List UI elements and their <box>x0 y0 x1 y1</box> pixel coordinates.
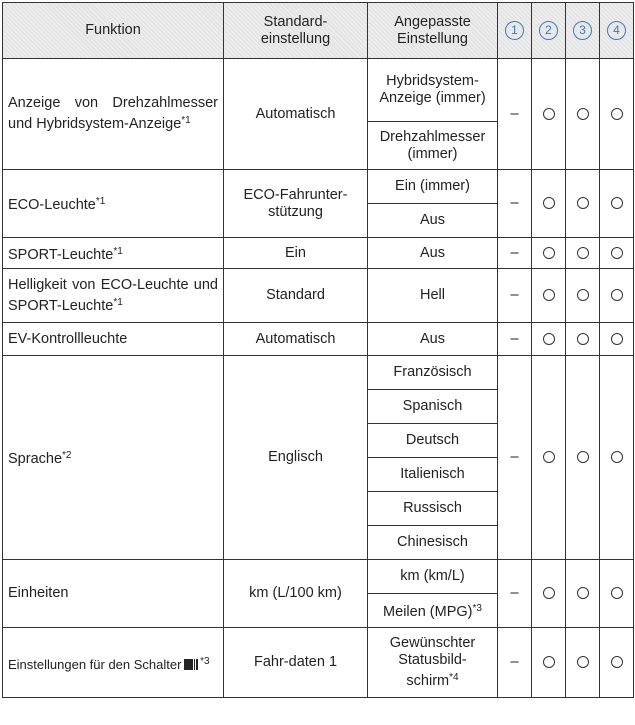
option-cell-sprache-5: Russisch <box>368 492 498 526</box>
table-row <box>3 269 634 323</box>
option-cell-anzeige-1: Hybridsystem-Anzeige (immer) <box>368 59 498 122</box>
default-cell-helligkeit: Standard <box>224 269 368 323</box>
header-standardeinstellung: Standard- einstellung <box>224 3 368 59</box>
table-row <box>3 238 634 269</box>
circle-mark-icon <box>577 108 589 120</box>
circle-mark-icon <box>543 289 555 301</box>
availability-cell <box>566 628 600 698</box>
option-cell-einheiten-1: km (km/L) <box>368 560 498 594</box>
circle-mark-icon <box>543 656 555 668</box>
availability-cell <box>600 560 634 628</box>
option-cell-eco-1: Ein (immer) <box>368 170 498 204</box>
circle-mark-icon <box>577 656 589 668</box>
dash-cell: – <box>498 356 532 560</box>
availability-cell <box>600 356 634 560</box>
header-angepasste-einstellung: Angepasste Einstellung <box>368 3 498 59</box>
circle-mark-icon <box>611 587 623 599</box>
availability-cell <box>532 628 566 698</box>
circled-number-3: 3 <box>573 21 592 40</box>
header-row <box>3 3 634 59</box>
dash-cell: – <box>498 238 532 269</box>
default-cell-sport: Ein <box>224 238 368 269</box>
circle-mark-icon <box>577 333 589 345</box>
dash-cell: – <box>498 269 532 323</box>
header-col-1 <box>498 3 532 59</box>
table-row <box>3 170 634 204</box>
option-cell-schalter-1: Gewünschter Statusbild-schirm$^{*4}$ <box>368 628 498 698</box>
option-cell-sprache-2: Spanisch <box>368 390 498 424</box>
circle-mark-icon <box>611 247 623 259</box>
option-cell-eco-2: Aus <box>368 204 498 238</box>
availability-cell <box>532 238 566 269</box>
option-cell-sprache-3: Deutsch <box>368 424 498 458</box>
circle-mark-icon <box>543 108 555 120</box>
option-cell-sport-1: Aus <box>368 238 498 269</box>
circle-mark-icon <box>577 587 589 599</box>
availability-cell <box>566 59 600 170</box>
circled-number-4: 4 <box>607 21 626 40</box>
function-cell-helligkeit: Helligkeit von ECO-Leuchte und SPORT-Leuchte$^{*1}$ <box>3 269 224 323</box>
circle-mark-icon <box>611 289 623 301</box>
circle-mark-icon <box>577 289 589 301</box>
circle-mark-icon <box>611 451 623 463</box>
circled-number-2: 2 <box>539 21 558 40</box>
function-cell-schalter: Einstellungen für den Schalter $^{*3}$ <box>3 628 224 698</box>
availability-cell <box>600 59 634 170</box>
circle-mark-icon <box>611 333 623 345</box>
option-cell-anzeige-2: Drehzahlmesser (immer) <box>368 122 498 170</box>
option-cell-helligkeit-1: Hell <box>368 269 498 323</box>
circled-number-1: 1 <box>505 21 524 40</box>
option-cell-sprache-1: Französisch <box>368 356 498 390</box>
option-cell-sprache-6: Chinesisch <box>368 526 498 560</box>
function-cell-anzeige: Anzeige von Drehzahlmesser und Hybridsystem-Anzeige$^{*1}$ <box>3 59 224 170</box>
availability-cell <box>532 356 566 560</box>
circle-mark-icon <box>543 333 555 345</box>
circle-mark-icon <box>543 247 555 259</box>
circle-mark-icon <box>611 656 623 668</box>
dash-cell: – <box>498 170 532 238</box>
table-row <box>3 59 634 122</box>
availability-cell <box>532 59 566 170</box>
availability-cell <box>532 170 566 238</box>
default-cell-ev: Automatisch <box>224 323 368 356</box>
dash-cell: – <box>498 628 532 698</box>
circle-mark-icon <box>543 587 555 599</box>
table-row <box>3 628 634 698</box>
header-col-2 <box>532 3 566 59</box>
availability-cell <box>566 238 600 269</box>
option-cell-ev-1: Aus <box>368 323 498 356</box>
table-row <box>3 560 634 594</box>
availability-cell <box>600 238 634 269</box>
availability-cell <box>600 170 634 238</box>
settings-table-wrapper <box>2 2 634 698</box>
circle-mark-icon <box>577 451 589 463</box>
availability-cell <box>566 560 600 628</box>
settings-table <box>2 2 634 698</box>
table-row <box>3 323 634 356</box>
circle-mark-icon <box>611 197 623 209</box>
default-cell-eco: ECO-Fahrunter-stützung <box>224 170 368 238</box>
dash-cell: – <box>498 323 532 356</box>
availability-cell <box>532 560 566 628</box>
availability-cell <box>532 323 566 356</box>
circle-mark-icon <box>577 247 589 259</box>
availability-cell <box>532 269 566 323</box>
availability-cell <box>566 269 600 323</box>
circle-mark-icon <box>577 197 589 209</box>
availability-cell <box>600 323 634 356</box>
function-cell-sprache: Sprache$^{*2}$ <box>3 356 224 560</box>
option-cell-einheiten-2: Meilen (MPG)$^{*3}$ <box>368 594 498 628</box>
header-funktion: Funktion <box>3 3 224 59</box>
function-cell-eco: ECO-Leuchte$^{*1}$ <box>3 170 224 238</box>
function-cell-einheiten: Einheiten <box>3 560 224 628</box>
availability-cell <box>566 323 600 356</box>
circle-mark-icon <box>543 197 555 209</box>
availability-cell <box>566 170 600 238</box>
availability-cell <box>600 628 634 698</box>
circle-mark-icon <box>543 451 555 463</box>
default-cell-sprache: Englisch <box>224 356 368 560</box>
function-cell-sport: SPORT-Leuchte$^{*1}$ <box>3 238 224 269</box>
default-cell-einheiten: km (L/100 km) <box>224 560 368 628</box>
circle-mark-icon <box>611 108 623 120</box>
table-row <box>3 356 634 390</box>
default-cell-anzeige: Automatisch <box>224 59 368 170</box>
function-cell-ev: EV-Kontrollleuchte <box>3 323 224 356</box>
availability-cell <box>566 356 600 560</box>
meter-switch-icon <box>184 659 196 670</box>
default-cell-schalter: Fahr-daten 1 <box>224 628 368 698</box>
header-col-3 <box>566 3 600 59</box>
dash-cell: – <box>498 560 532 628</box>
header-col-4 <box>600 3 634 59</box>
availability-cell <box>600 269 634 323</box>
dash-cell: – <box>498 59 532 170</box>
option-cell-sprache-4: Italienisch <box>368 458 498 492</box>
